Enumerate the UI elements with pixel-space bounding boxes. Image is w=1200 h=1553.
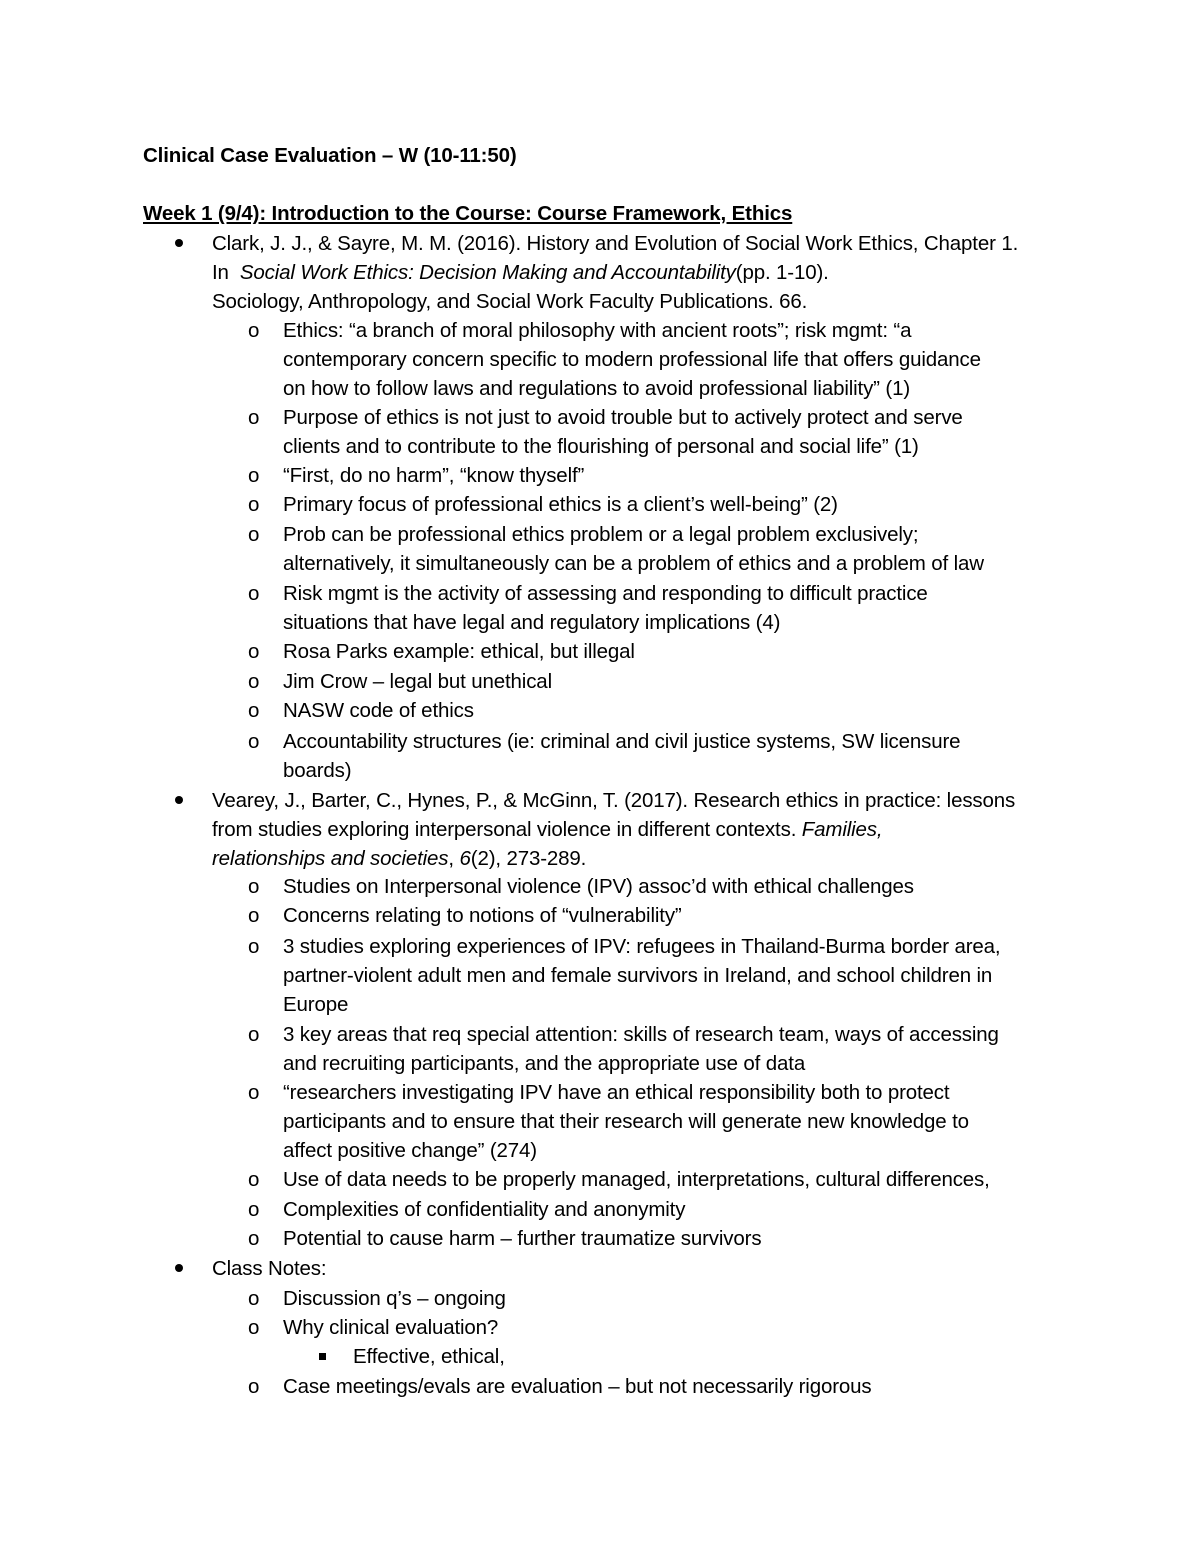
- square-bullet-icon: [319, 1353, 326, 1360]
- sub-bullet-icon: o: [248, 1168, 260, 1191]
- reference-vearey-line: Vearey, J., Barter, C., Hynes, P., & McGinn, T. (2017). Research ethics in practice: lessons: [212, 789, 1016, 812]
- note-line: Prob can be professional ethics problem or a legal problem exclusively;: [283, 523, 919, 546]
- sub-bullet-icon: o: [248, 523, 260, 546]
- note-line: boards): [283, 759, 352, 782]
- class-notes-heading: Class Notes:: [212, 1257, 327, 1280]
- note-line: affect positive change” (274): [283, 1139, 537, 1162]
- note-line: Europe: [283, 993, 349, 1016]
- note-line: Jim Crow – legal but unethical: [283, 670, 552, 693]
- reference-clark-line: In Social Work Ethics: Decision Making and Accountability(pp. 1-10).: [212, 261, 829, 284]
- note-line: Concerns relating to notions of “vulnerability”: [283, 904, 682, 927]
- sub-bullet-icon: o: [248, 670, 260, 693]
- note-line: Ethics: “a branch of moral philosophy with ancient roots”; risk mgmt: “a: [283, 319, 912, 342]
- note-line: participants and to ensure that their research will generate new knowledge to: [283, 1110, 969, 1133]
- sub-bullet-icon: o: [248, 464, 260, 487]
- note-line: “First, do no harm”, “know thyself”: [283, 464, 585, 487]
- sub-bullet-icon: o: [248, 493, 260, 516]
- sub-bullet-icon: o: [248, 1023, 260, 1046]
- sub-bullet-icon: o: [248, 935, 260, 958]
- sub-bullet-icon: o: [248, 319, 260, 342]
- document-title: Clinical Case Evaluation – W (10-11:50): [143, 144, 517, 167]
- note-line: and recruiting participants, and the appropriate use of data: [283, 1052, 806, 1075]
- note-line: “researchers investigating IPV have an ethical responsibility both to protect: [283, 1081, 950, 1104]
- bullet-icon: [175, 796, 183, 804]
- note-line: situations that have legal and regulatory implications (4): [283, 611, 781, 634]
- class-note-item: Discussion q’s – ongoing: [283, 1287, 506, 1310]
- reference-vearey-line: from studies exploring interpersonal violence in different contexts. Families,: [212, 818, 883, 841]
- sub-bullet-icon: o: [248, 1227, 260, 1250]
- reference-clark-line: Sociology, Anthropology, and Social Work Faculty Publications. 66.: [212, 290, 808, 313]
- bullet-icon: [175, 1264, 183, 1272]
- note-line: partner-violent adult men and female survivors in Ireland, and school children in: [283, 964, 993, 987]
- reference-clark-book-title: Social Work Ethics: Decision Making and Accountability: [239, 261, 736, 284]
- note-line: Complexities of confidentiality and anonymity: [283, 1198, 686, 1221]
- note-line: Use of data needs to be properly managed, interpretations, cultural differences,: [283, 1168, 990, 1191]
- sub-bullet-icon: o: [248, 1375, 260, 1398]
- week-heading: Week 1 (9/4): Introduction to the Course: Course Framework, Ethics: [143, 202, 793, 225]
- note-line: Risk mgmt is the activity of assessing and responding to difficult practice: [283, 582, 928, 605]
- note-line: Rosa Parks example: ethical, but illegal: [283, 640, 635, 663]
- sub-bullet-icon: o: [248, 904, 260, 927]
- note-line: Potential to cause harm – further traumatize survivors: [283, 1227, 762, 1250]
- bullet-icon: [175, 239, 183, 247]
- sub-bullet-icon: o: [248, 1287, 260, 1310]
- note-line: Primary focus of professional ethics is a client’s well-being” (2): [283, 493, 838, 516]
- note-line: on how to follow laws and regulations to avoid professional liability” (1): [283, 377, 911, 400]
- note-line: Accountability structures (ie: criminal and civil justice systems, SW licensure: [283, 730, 961, 753]
- note-line: Studies on Interpersonal violence (IPV) assoc’d with ethical challenges: [283, 875, 914, 898]
- class-note-sub-item: Effective, ethical,: [353, 1345, 505, 1368]
- note-line: contemporary concern specific to modern professional life that offers guidance: [283, 348, 981, 371]
- reference-vearey-line: relationships and societies, 6(2), 273-289.: [212, 847, 587, 870]
- sub-bullet-icon: o: [248, 875, 260, 898]
- sub-bullet-icon: o: [248, 1198, 260, 1221]
- sub-bullet-icon: o: [248, 582, 260, 605]
- reference-clark-line: Clark, J. J., & Sayre, M. M. (2016). History and Evolution of Social Work Ethics, Chapter 1.: [212, 232, 1019, 255]
- sub-bullet-icon: o: [248, 640, 260, 663]
- class-note-item: Why clinical evaluation?: [283, 1316, 499, 1339]
- sub-bullet-icon: o: [248, 406, 260, 429]
- note-line: clients and to contribute to the flourishing of personal and social life” (1): [283, 435, 919, 458]
- note-line: 3 key areas that req special attention: skills of research team, ways of accessing: [283, 1023, 999, 1046]
- note-line: Purpose of ethics is not just to avoid trouble but to actively protect and serve: [283, 406, 963, 429]
- class-note-item: Case meetings/evals are evaluation – but not necessarily rigorous: [283, 1375, 872, 1398]
- sub-bullet-icon: o: [248, 1081, 260, 1104]
- sub-bullet-icon: o: [248, 699, 260, 722]
- note-line: NASW code of ethics: [283, 699, 474, 722]
- note-line: alternatively, it simultaneously can be a problem of ethics and a problem of law: [283, 552, 984, 575]
- sub-bullet-icon: o: [248, 730, 260, 753]
- sub-bullet-icon: o: [248, 1316, 260, 1339]
- note-line: 3 studies exploring experiences of IPV: refugees in Thailand-Burma border area,: [283, 935, 1001, 958]
